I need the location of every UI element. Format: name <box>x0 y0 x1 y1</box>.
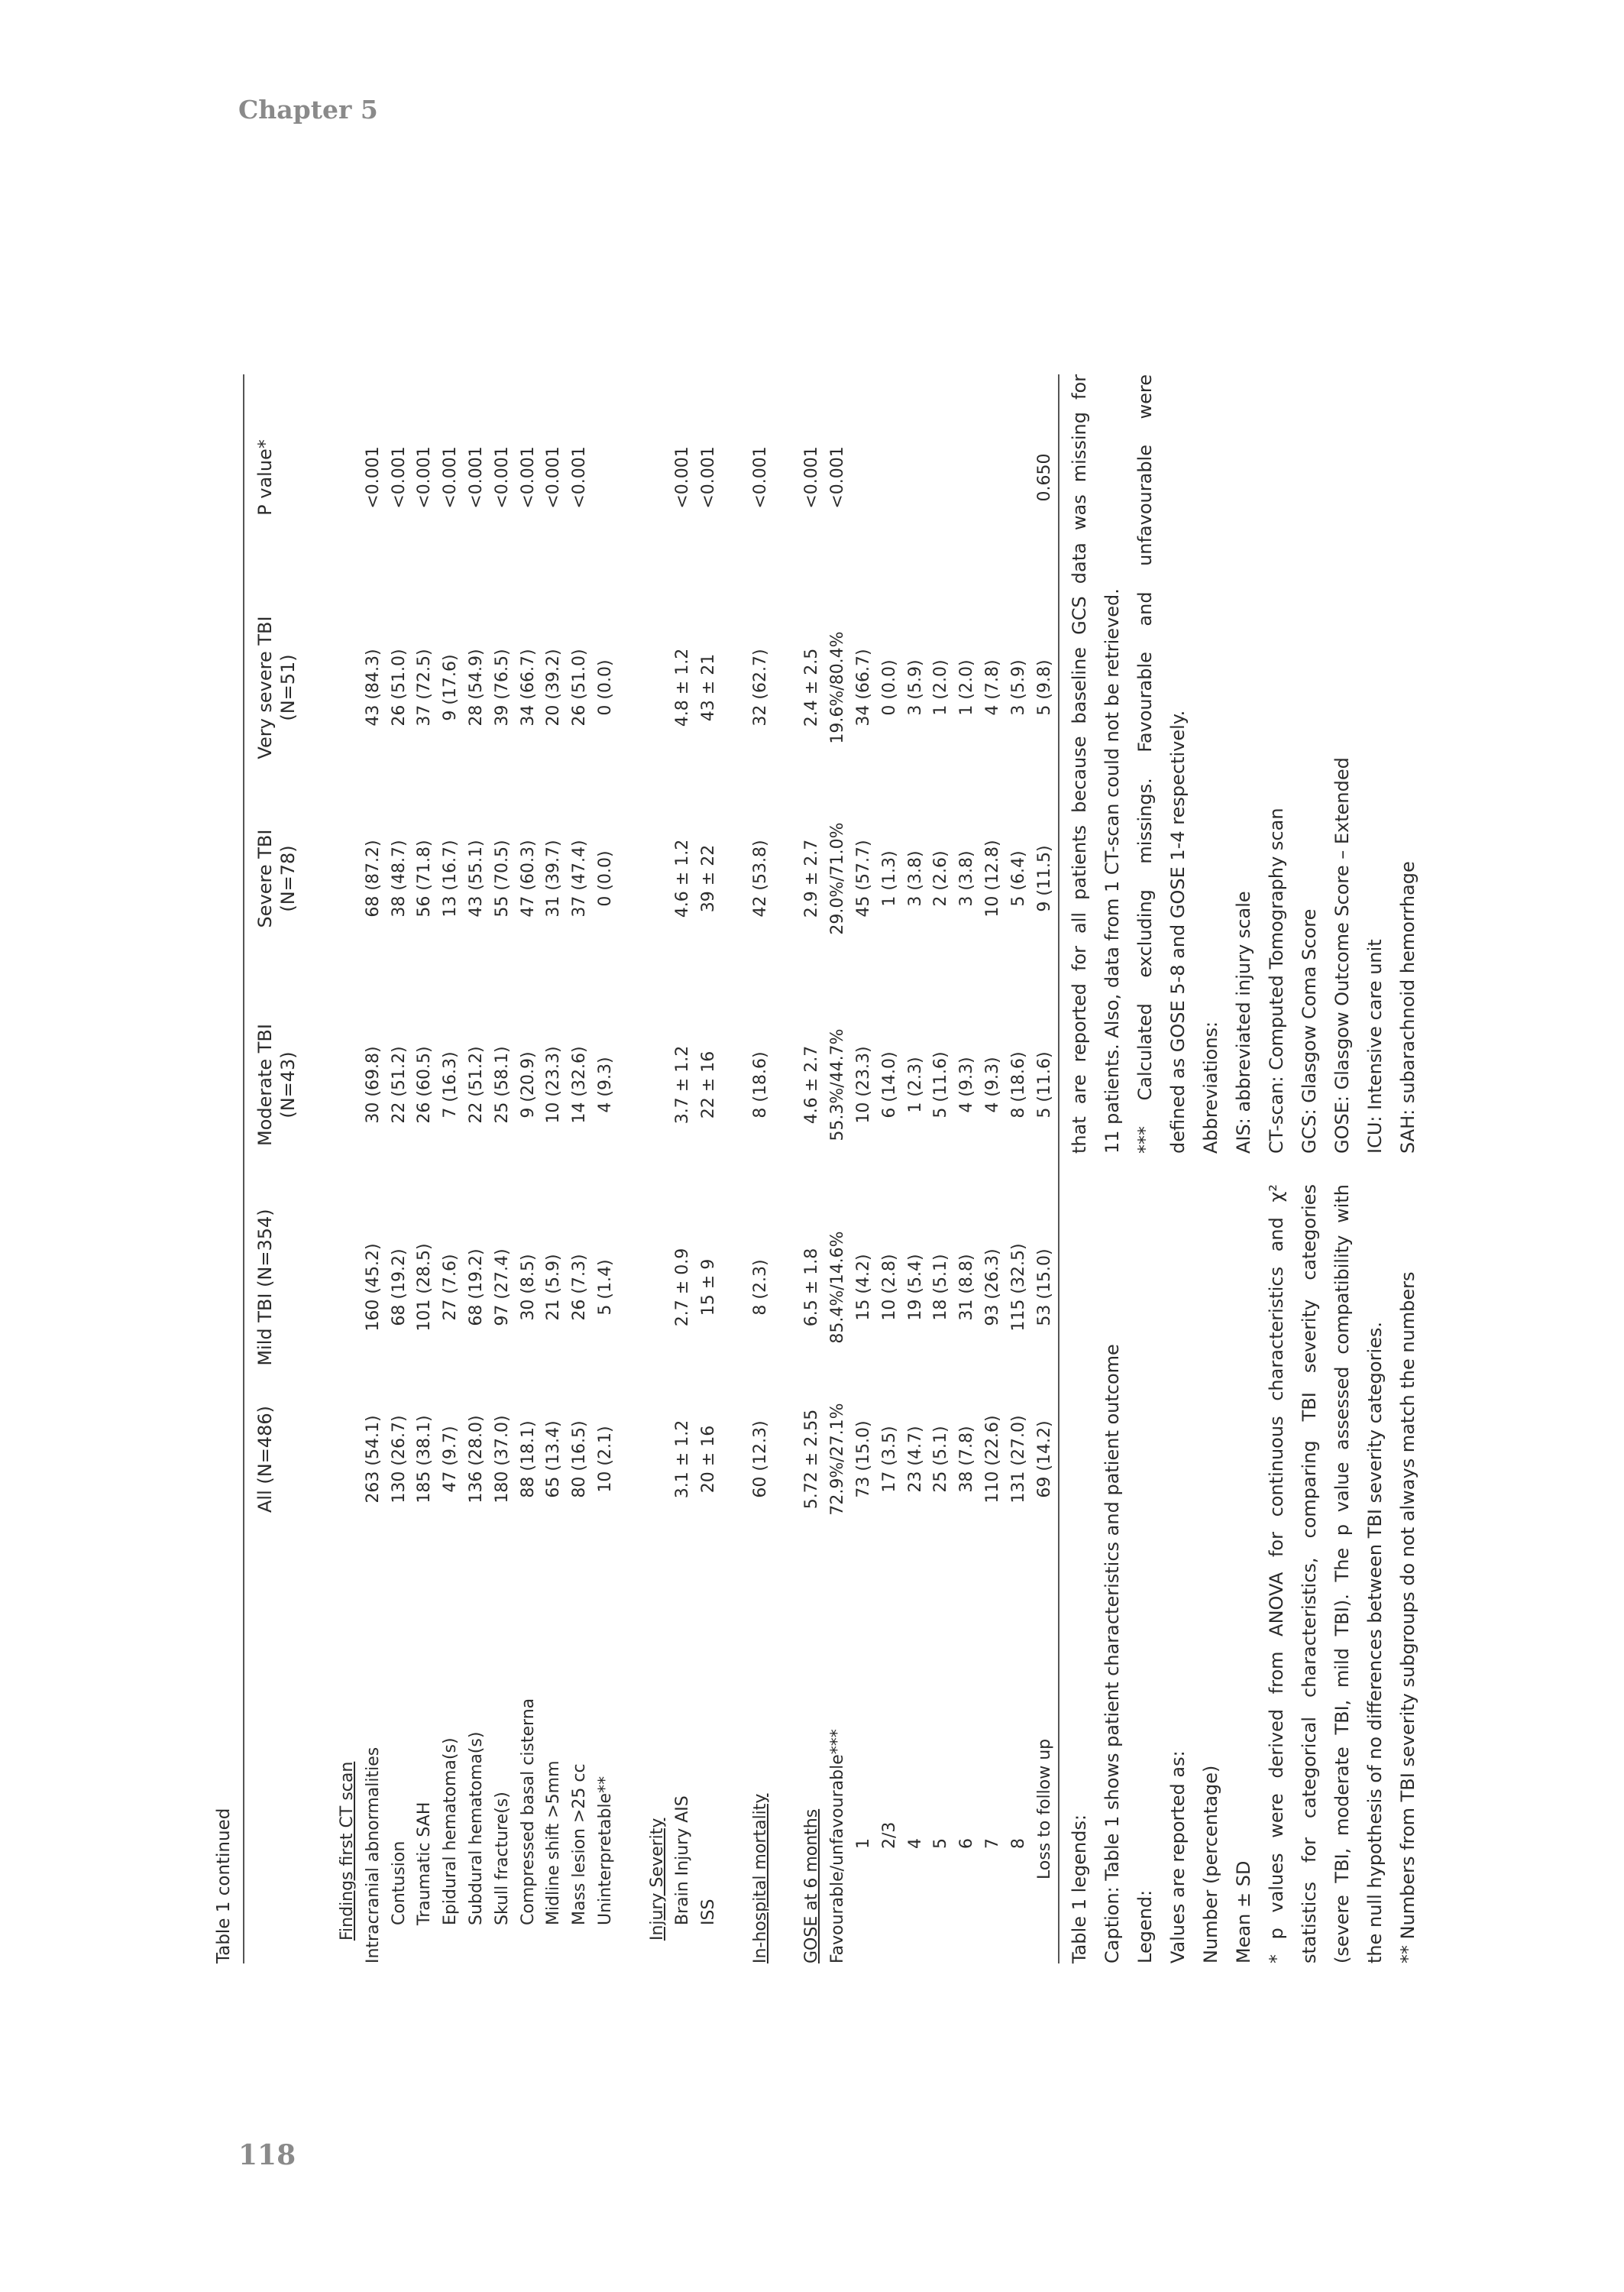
table-cell: 85.4%/14.6% <box>828 1231 848 1344</box>
header-severe-line2: (N=78) <box>277 845 299 912</box>
table-cell: 1 (2.0) <box>957 659 977 716</box>
table-cell <box>645 1398 671 1520</box>
table-cell <box>954 420 980 535</box>
table-cell: 0.650 <box>1034 453 1054 502</box>
table-cell: 3.1 ± 1.2 <box>673 1420 693 1499</box>
header-mild: Mild TBI (N=354) <box>254 1209 276 1366</box>
column-very-severe <box>335 611 1057 764</box>
table-cell: 5 (11.6) <box>931 1051 951 1118</box>
row-label: Loss to follow up <box>1034 1738 1054 1879</box>
column-all <box>335 1398 1057 1520</box>
table-cell: 5 (1.4) <box>595 1259 615 1316</box>
legend-line: GOSE: Glasgow Outcome Score – Extended <box>1331 757 1353 1154</box>
table-cell <box>774 420 800 535</box>
table-cell: 9 (20.9) <box>518 1051 538 1118</box>
row-label: Findings first CT scan <box>338 1761 357 1941</box>
column-moderate <box>335 1016 1057 1154</box>
table-cell <box>335 1016 361 1154</box>
table-cell: 1 (1.3) <box>879 850 899 907</box>
table-cell: 1 (2.0) <box>931 659 951 716</box>
header-moderate <box>254 1008 299 1161</box>
table-bottom-rule <box>1058 374 1059 1963</box>
table-cell: 4 (7.8) <box>982 659 1002 716</box>
table-cell: 38 (7.8) <box>957 1426 977 1493</box>
table-cell: 2.7 ± 0.9 <box>673 1248 693 1327</box>
table-cell <box>645 611 671 764</box>
header-moderate-line1: Moderate TBI <box>254 1024 276 1146</box>
table-cell: 0 (0.0) <box>595 850 615 907</box>
table-cell: 5 (11.6) <box>1034 1051 1054 1118</box>
legend-line: Mean ± SD <box>1233 1860 1254 1963</box>
table-cell: 47 (9.7) <box>441 1426 461 1493</box>
row-label: Midline shift >5mm <box>544 1760 564 1925</box>
table-cell <box>619 1215 645 1360</box>
table-top-rule <box>243 374 244 1963</box>
table-cell: 9 (17.6) <box>441 654 461 721</box>
table-cell: 25 (58.1) <box>492 1046 512 1124</box>
rotated-table-block <box>214 374 1419 1963</box>
table-cell: 68 (19.2) <box>389 1248 409 1326</box>
table-cell: 29.0%/71.0% <box>828 822 848 935</box>
column-severe <box>335 810 1057 947</box>
table-cell: <0.001 <box>750 446 770 509</box>
table-cell <box>774 1398 800 1520</box>
table-cell: 180 (37.0) <box>492 1415 512 1504</box>
table-cell: <0.001 <box>544 446 564 509</box>
header-very-severe <box>254 604 299 772</box>
table-cell <box>335 810 361 947</box>
table-cell: 18 (5.1) <box>931 1254 951 1321</box>
table-cell <box>903 420 929 535</box>
table-cell: 0 (0.0) <box>879 659 899 716</box>
table-cell: 2.4 ± 2.5 <box>802 648 822 727</box>
table-cell: <0.001 <box>466 446 486 509</box>
table-cell: 69 (14.2) <box>1034 1420 1054 1498</box>
legend-line: * p values were derived from ANOVA for continuous characteristics and χ² <box>1266 1184 1287 1963</box>
table-cell: 3.7 ± 1.2 <box>673 1045 693 1125</box>
table-cell: 263 (54.1) <box>363 1415 383 1504</box>
legend-line: ICU: Intensive care unit <box>1364 939 1386 1154</box>
table-cell: 22 (51.2) <box>389 1046 409 1124</box>
row-label: Intracranial abnormalities <box>363 1747 383 1963</box>
table-cell: 110 (22.6) <box>982 1415 1002 1504</box>
column-labels <box>335 1536 1057 1963</box>
table-cell: 7 (16.3) <box>441 1051 461 1118</box>
table-cell: 6 (14.0) <box>879 1051 899 1118</box>
legend-line: *** Calculated excluding missings. Favourable and unfavourable were <box>1134 374 1156 1154</box>
row-label: 1 <box>853 1838 873 1849</box>
table-cell: 30 (8.5) <box>518 1254 538 1321</box>
table-cell: 37 (72.5) <box>415 649 435 727</box>
legend-line: SAH: subarachnoid hemorrhage <box>1397 861 1419 1154</box>
legend-line: GCS: Glasgow Coma Score <box>1299 908 1320 1154</box>
table-cell: 56 (71.8) <box>415 840 435 918</box>
table-cell: 10 (23.3) <box>544 1046 564 1124</box>
table-cell <box>877 420 903 535</box>
table-cell: 4 (9.3) <box>982 1057 1002 1113</box>
table-cell: 43 ± 21 <box>699 653 719 722</box>
table-cell: 23 (4.7) <box>905 1426 925 1493</box>
legend-line: the null hypothesis of no differences between TBI severity categories. <box>1364 1321 1386 1963</box>
table-cell: 2.9 ± 2.7 <box>802 839 822 918</box>
table-cell <box>335 1215 361 1360</box>
legend-line: 11 patients. Also, data from 1 CT-scan could not be retrieved. <box>1102 588 1123 1154</box>
table-cell: 53 (15.0) <box>1034 1248 1054 1326</box>
table-cell: <0.001 <box>441 446 461 509</box>
legend-line: Legend: <box>1134 1889 1156 1963</box>
table-cell: 30 (69.8) <box>363 1046 383 1124</box>
table-cell <box>645 1016 671 1154</box>
table-cell: 26 (60.5) <box>415 1046 435 1124</box>
legend-line: statistics for categorical characteristics, comparing TBI severity categories <box>1299 1184 1320 1963</box>
table-cell: 130 (26.7) <box>389 1415 409 1504</box>
table-cell: 73 (15.0) <box>853 1420 873 1498</box>
legend-line: Table 1 legends: <box>1069 1814 1090 1963</box>
legend-line: ** Numbers from TBI severity subgroups do not always match the numbers <box>1397 1271 1419 1963</box>
table-cell: 55 (70.5) <box>492 840 512 918</box>
table-cell: 20 (39.2) <box>544 649 564 727</box>
table-cell: 47 (60.3) <box>518 840 538 918</box>
legend-line: Caption: Table 1 shows patient characteristics and patient outcome <box>1102 1344 1123 1963</box>
table-cell: 3 (5.9) <box>905 659 925 716</box>
table-cell: 185 (38.1) <box>415 1415 435 1504</box>
table-cell: 1 (2.3) <box>905 1057 925 1113</box>
table-cell: <0.001 <box>363 446 383 509</box>
table-cell: 26 (7.3) <box>570 1254 590 1321</box>
legend-right <box>1063 374 1425 1154</box>
table-cell: 34 (66.7) <box>853 649 873 727</box>
table-cell <box>774 1215 800 1360</box>
table-cell <box>722 420 748 535</box>
table-cell: 4 (9.3) <box>957 1057 977 1113</box>
table-cell: <0.001 <box>828 446 848 509</box>
running-head: Chapter 5 <box>238 95 378 125</box>
header-p-value: P value* <box>254 439 276 516</box>
table-cell: 72.9%/27.1% <box>828 1403 848 1516</box>
legend-line: Abbreviations: <box>1200 1021 1221 1154</box>
table-cell: <0.001 <box>699 446 719 509</box>
table-cell: 2 (2.6) <box>931 850 951 907</box>
table-cell: 15 (4.2) <box>853 1254 873 1321</box>
header-severe <box>254 810 299 947</box>
table-cell: 38 (48.7) <box>389 840 409 918</box>
table-cell <box>593 420 619 535</box>
table-cell: 4.6 ± 1.2 <box>673 839 693 918</box>
table-cell: 45 (57.7) <box>853 840 873 918</box>
row-label: Subdural hematoma(s) <box>466 1731 486 1925</box>
row-label: ISS <box>699 1899 719 1925</box>
table-cell: <0.001 <box>415 446 435 509</box>
table-cell: <0.001 <box>570 446 590 509</box>
table-cell: 8 (18.6) <box>750 1051 770 1118</box>
table-cell: 93 (26.3) <box>982 1248 1002 1326</box>
table-cell <box>335 1398 361 1520</box>
table-cell: 14 (32.6) <box>570 1046 590 1124</box>
table-cell: 34 (66.7) <box>518 649 538 727</box>
table-cell: 19 (5.4) <box>905 1254 925 1321</box>
table-cell: 39 (76.5) <box>492 649 512 727</box>
row-label <box>774 1536 800 1963</box>
table-cell: 5.72 ± 2.55 <box>802 1409 822 1510</box>
row-label: Contusion <box>389 1840 409 1925</box>
table-cell: 21 (5.9) <box>544 1254 564 1321</box>
row-label: Mass lesion >25 cc <box>570 1763 590 1925</box>
page-number: 118 <box>238 2139 296 2171</box>
table-cell: 15 ± 9 <box>699 1258 719 1316</box>
row-label: In-hospital mortality <box>750 1793 770 1963</box>
row-label: Brain Injury AIS <box>673 1795 693 1925</box>
table-cell <box>851 420 877 535</box>
table-cell: 31 (39.7) <box>544 840 564 918</box>
table-cell <box>335 420 361 535</box>
table-cell: 39 ± 22 <box>699 844 719 913</box>
table-cell: 6.5 ± 1.8 <box>802 1248 822 1327</box>
table-cell: 4.8 ± 1.2 <box>673 648 693 727</box>
table-cell: 80 (16.5) <box>570 1420 590 1498</box>
table-cell: 22 ± 16 <box>699 1050 719 1119</box>
table-cell <box>774 1016 800 1154</box>
table-cell: 22 (51.2) <box>466 1046 486 1124</box>
column-mild <box>335 1215 1057 1360</box>
table-cell: 97 (27.4) <box>492 1248 512 1326</box>
table-cell: 37 (47.4) <box>570 840 590 918</box>
table-cell: 26 (51.0) <box>389 649 409 727</box>
table-cell: 68 (19.2) <box>466 1248 486 1326</box>
table-cell: 10 (23.3) <box>853 1046 873 1124</box>
header-moderate-line2: (N=43) <box>277 1051 299 1118</box>
table-cell: <0.001 <box>492 446 512 509</box>
legend-line: AIS: abbreviated injury scale <box>1233 891 1254 1154</box>
table-cell: 9 (11.5) <box>1034 845 1054 912</box>
table-cell <box>980 420 1006 535</box>
table-cell <box>645 1215 671 1360</box>
table-cell: 5 (6.4) <box>1008 850 1028 907</box>
table-cell: 3 (3.8) <box>905 850 925 907</box>
table-cell: 43 (55.1) <box>466 840 486 918</box>
table-cell: 60 (12.3) <box>750 1420 770 1498</box>
table-cell <box>619 1016 645 1154</box>
table-cell: 27 (7.6) <box>441 1254 461 1321</box>
table-cell: 10 (2.8) <box>879 1254 899 1321</box>
table-cell: 31 (8.8) <box>957 1254 977 1321</box>
table-cell: 43 (84.3) <box>363 649 383 727</box>
row-label: Compressed basal cisterna <box>518 1698 538 1925</box>
header-all: All (N=486) <box>254 1406 276 1513</box>
row-label: Traumatic SAH <box>415 1802 435 1925</box>
table-cell: 17 (3.5) <box>879 1426 899 1493</box>
table-cell <box>645 810 671 947</box>
table-cell: 115 (32.5) <box>1008 1243 1028 1332</box>
column-p-value <box>335 420 1057 535</box>
table-cell: 13 (16.7) <box>441 840 461 918</box>
legend-line: Values are reported as: <box>1167 1750 1189 1963</box>
table-cell: <0.001 <box>673 446 693 509</box>
table-cell: 10 (12.8) <box>982 840 1002 918</box>
table-cell: 0 (0.0) <box>595 659 615 716</box>
table-cell: 101 (28.5) <box>415 1243 435 1332</box>
table-cell: 42 (53.8) <box>750 840 770 918</box>
row-label: 4 <box>905 1838 925 1849</box>
row-label: 6 <box>957 1838 977 1849</box>
table-cell: 20 ± 16 <box>699 1425 719 1494</box>
table-cell <box>928 420 954 535</box>
row-label: Uninterpretable** <box>595 1776 615 1925</box>
table-cell: 5 (9.8) <box>1034 659 1054 716</box>
table-cell: 136 (28.0) <box>466 1415 486 1504</box>
table-cell: 55.3%/44.7% <box>828 1028 848 1141</box>
table-cell: 65 (13.4) <box>544 1420 564 1498</box>
legend-line: (severe TBI, moderate TBI, mild TBI). The p value assessed compatibility with <box>1331 1184 1353 1963</box>
table-cell: 160 (45.2) <box>363 1243 383 1332</box>
header-very-severe-line1: Very severe TBI <box>254 616 276 759</box>
table-cell: <0.001 <box>389 446 409 509</box>
table-cell: 19.6%/80.4% <box>828 631 848 744</box>
table-cell <box>722 611 748 764</box>
row-label: GOSE at 6 months <box>802 1808 822 1963</box>
legend-line: CT-scan: Computed Tomography scan <box>1266 808 1287 1154</box>
table-cell <box>335 611 361 764</box>
table-cell: 28 (54.9) <box>466 649 486 727</box>
table-cell <box>722 1215 748 1360</box>
table-cell: 4 (9.3) <box>595 1057 615 1113</box>
row-label <box>722 1536 748 1963</box>
row-label: 7 <box>982 1838 1002 1849</box>
header-very-severe-line2: (N=51) <box>277 654 299 721</box>
table-cell <box>619 611 645 764</box>
table-cell: 10 (2.1) <box>595 1426 615 1493</box>
header-severe-line1: Severe TBI <box>254 829 276 928</box>
table-cell <box>722 1016 748 1154</box>
table-cell: <0.001 <box>518 446 538 509</box>
table-cell: 26 (51.0) <box>570 649 590 727</box>
row-label: Epidural hematoma(s) <box>441 1737 461 1925</box>
table-cell: 8 (18.6) <box>1008 1051 1028 1118</box>
table-cell: 68 (87.2) <box>363 840 383 918</box>
row-label: Favourable/unfavourable*** <box>828 1729 848 1963</box>
row-label: 5 <box>931 1838 951 1849</box>
table-cell: 88 (18.1) <box>518 1420 538 1498</box>
table-cell: 4.6 ± 2.7 <box>802 1045 822 1125</box>
table-cell <box>619 810 645 947</box>
table-cell: 25 (5.1) <box>931 1426 951 1493</box>
table-cell <box>722 1398 748 1520</box>
table-title: Table 1 continued <box>214 1808 234 1963</box>
table-cell: 131 (27.0) <box>1008 1415 1028 1504</box>
row-label: Injury Severity <box>647 1818 667 1941</box>
table-cell <box>1006 420 1032 535</box>
table-cell <box>774 611 800 764</box>
table-cell: <0.001 <box>802 446 822 509</box>
row-label: Skull fracture(s) <box>492 1792 512 1925</box>
table-cell <box>774 810 800 947</box>
table-cell <box>619 1398 645 1520</box>
table-cell <box>619 420 645 535</box>
row-label <box>619 1536 645 1963</box>
legend-line: that are reported for all patients because baseline GCS data was missing for <box>1069 374 1090 1154</box>
row-label: 8 <box>1008 1838 1028 1849</box>
table-cell <box>722 810 748 947</box>
table-cell: 3 (5.9) <box>1008 659 1028 716</box>
table-cell: 3 (3.8) <box>957 850 977 907</box>
row-label: 2/3 <box>879 1821 899 1849</box>
legend-line: defined as GOSE 5-8 and GOSE 1-4 respectively. <box>1167 710 1189 1154</box>
legend-left <box>1063 1184 1425 1963</box>
table-cell: 32 (62.7) <box>750 649 770 727</box>
table-cell: 8 (2.3) <box>750 1259 770 1316</box>
legend-line: Number (percentage) <box>1200 1765 1221 1963</box>
table-cell <box>645 420 671 535</box>
